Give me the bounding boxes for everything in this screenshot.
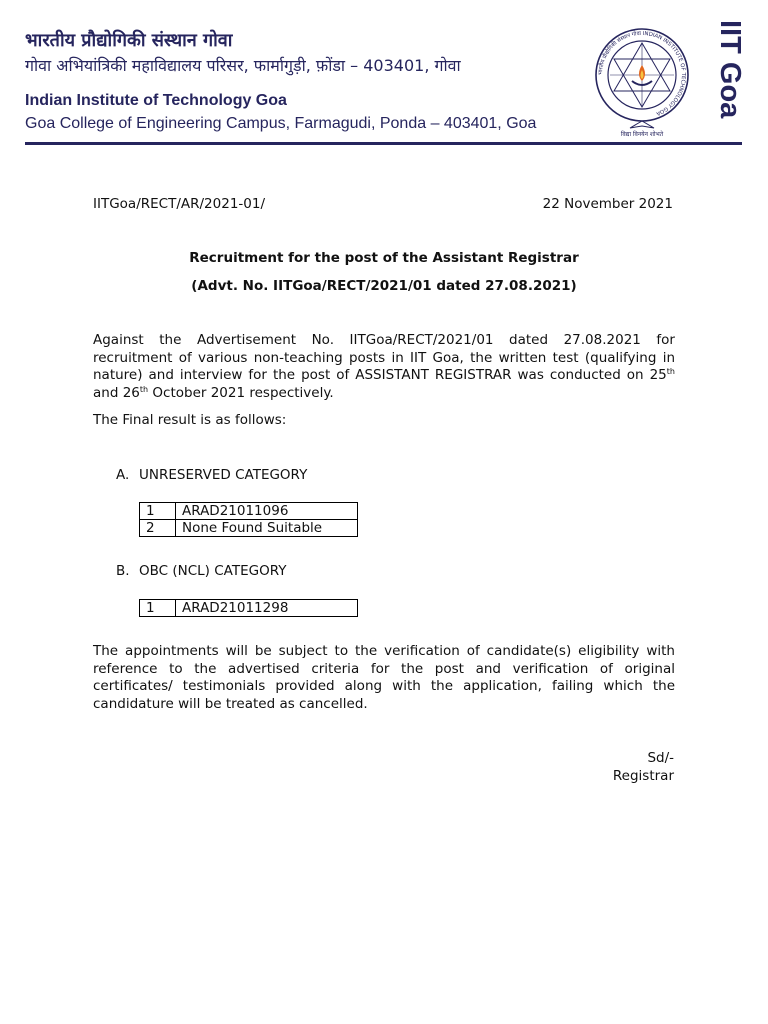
- reference-number: IITGoa/RECT/AR/2021-01/: [93, 196, 265, 212]
- serial-number-cell: 2: [140, 520, 176, 537]
- emblem-motto: विद्या विनयेन शोभते: [620, 131, 664, 138]
- institute-address-english: Goa College of Engineering Campus, Farmagudi, Ponda – 403401, Goa: [25, 115, 537, 132]
- final-result-intro: The Final result is as follows:: [93, 412, 287, 428]
- header-rule: [25, 142, 742, 145]
- category-heading-unreserved: A. UNRESERVED CATEGORY: [116, 467, 308, 483]
- table-row: [140, 600, 358, 617]
- serial-number-cell: 1: [140, 503, 176, 520]
- table-row: [140, 503, 358, 520]
- iit-goa-emblem-icon: [592, 25, 692, 140]
- institute-address-hindi: गोवा अभियांत्रिकी महाविद्यालय परिसर, फार्मागुड़ी, फ़ोंडा – 403401, गोवा: [25, 56, 461, 75]
- conditions-paragraph: The appointments will be subject to the verification of candidate(s) eligibility with reference to the advertised criteria for the post and verification of original certificates/ testimonials provided along with the application, failing which the candidature will be treated as cancelled.: [93, 643, 675, 712]
- document-subtitle: (Advt. No. IITGoa/RECT/2021/01 dated 27.08.2021): [191, 278, 577, 294]
- serial-number-cell: 1: [140, 600, 176, 617]
- institute-name-english: Indian Institute of Technology Goa: [25, 92, 287, 109]
- table-row: [140, 520, 358, 537]
- category-heading-obc: B. OBC (NCL) CATEGORY: [116, 563, 287, 579]
- vertical-brand-title: IIT Goa: [714, 20, 746, 119]
- candidate-id-cell: None Found Suitable: [176, 520, 358, 537]
- signatory-designation: Registrar: [612, 768, 674, 784]
- institute-name-hindi: भारतीय प्रौद्योगिकी संस्थान गोवा: [25, 30, 233, 51]
- letter-date: 22 November 2021: [542, 196, 673, 212]
- document-title: Recruitment for the post of the Assistant Registrar: [189, 250, 579, 266]
- unreserved-result-table: [139, 502, 358, 537]
- emblem-ring-text: भारतीय प्रौद्योगिकी संस्थान गोवा INDIAN INSTITUTE OF TECHNOLOGY GOA: [597, 30, 687, 117]
- candidate-id-cell: ARAD21011096: [176, 503, 358, 520]
- signature: Sd/-: [647, 750, 674, 766]
- intro-paragraph: Against the Advertisement No. IITGoa/RECT/2021/01 dated 27.08.2021 for recruitment of various non-teaching posts in IIT Goa, the written test (qualifying in nature) and interview for the post of ASSISTANT REGISTRAR was conducted on 25th and 26th October 2021 respectively.: [93, 332, 675, 401]
- obc-result-table: [139, 599, 358, 617]
- candidate-id-cell: ARAD21011298: [176, 600, 358, 617]
